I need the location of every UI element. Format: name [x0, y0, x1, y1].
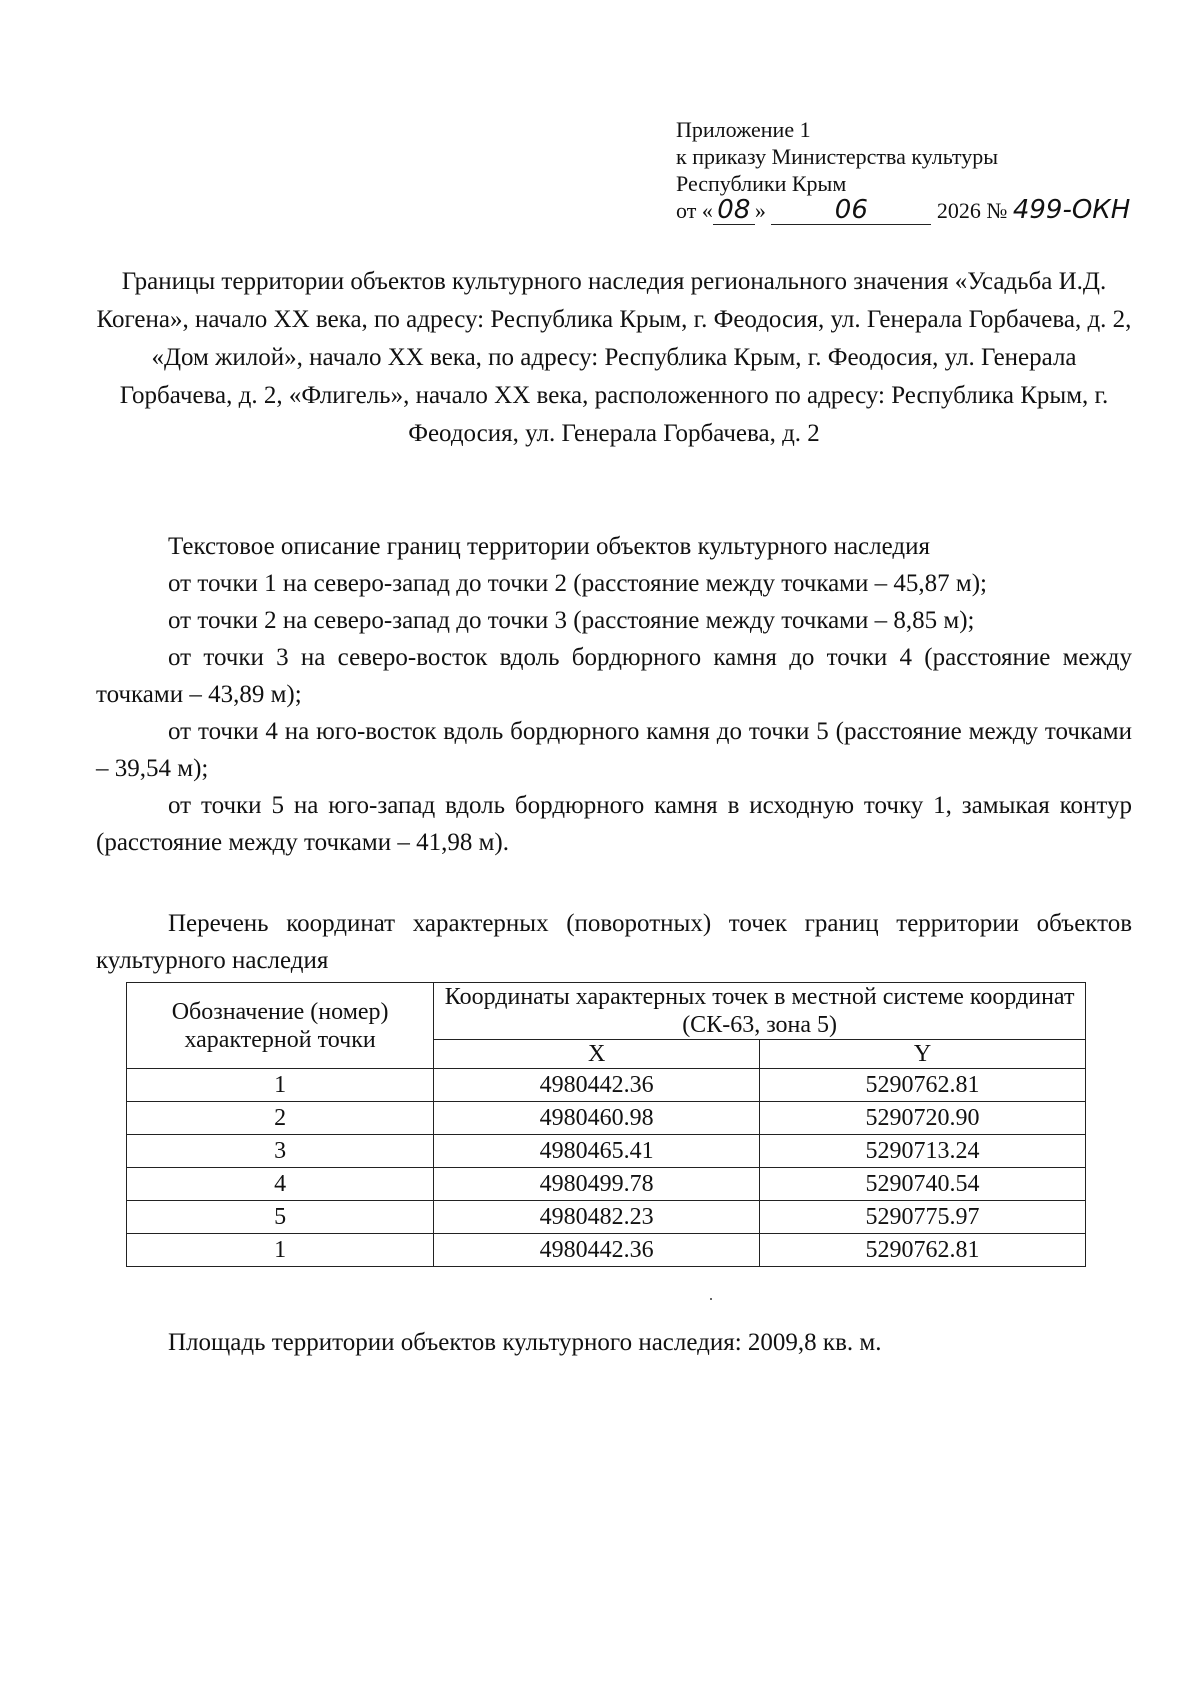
description-item: от точки 2 на северо-запад до точки 3 (расстояние между точками – 8,85 м); [168, 607, 975, 634]
description-heading: Текстовое описание границ территории объектов культурного наследия [168, 533, 930, 560]
date-month-field [771, 197, 931, 225]
handwritten-month: 06 [834, 195, 868, 225]
table-row [127, 1069, 1086, 1102]
cell-y: 5290762.81 [760, 1234, 1086, 1267]
cell-x: 4980442.36 [434, 1234, 760, 1267]
table-row [127, 1168, 1086, 1201]
appendix-date-line [676, 197, 1176, 225]
cell-y: 5290740.54 [760, 1168, 1086, 1201]
cell-point: 2 [127, 1102, 434, 1135]
header-x: X [434, 1040, 760, 1069]
cell-point: 3 [127, 1135, 434, 1168]
table-row [127, 1234, 1086, 1267]
appendix-order-line: к приказу Министерства культуры [676, 144, 999, 169]
header-y: Y [760, 1040, 1086, 1069]
header-coordinates: Координаты характерных точек в местной системе координат (СК-63, зона 5) [434, 983, 1086, 1040]
date-mid: » [754, 198, 766, 223]
scan-speck [710, 1298, 712, 1300]
appendix-region-line: Республики Крым [676, 171, 847, 196]
description-item: от точки 1 на северо-запад до точки 2 (расстояние между точками – 45,87 м); [168, 570, 987, 597]
cell-point: 5 [127, 1201, 434, 1234]
cell-y: 5290713.24 [760, 1135, 1086, 1168]
date-year: 2026 № [936, 198, 1008, 223]
description-item: от точки 5 на юго-запад вдоль бордюрного камня в исходную точку 1, замыкая контур (расстояние между точками – 41,98 м). [96, 792, 1132, 856]
handwritten-day: 08 [717, 195, 751, 225]
description-item: от точки 3 на северо-восток вдоль бордюрного камня до точки 4 (расстояние между точками – 43,89 м); [96, 644, 1132, 708]
coordinates-intro: Перечень координат характерных (поворотных) точек границ территории объектов культурного наследия [96, 910, 1132, 974]
cell-x: 4980499.78 [434, 1168, 760, 1201]
table-row [127, 1135, 1086, 1168]
cell-y: 5290720.90 [760, 1102, 1086, 1135]
header-point: Обозначение (номер) характерной точки [127, 983, 434, 1069]
coordinates-table [126, 982, 1086, 1267]
date-prefix: от « [676, 198, 713, 223]
description-item: от точки 4 на юго-восток вдоль бордюрного камня до точки 5 (расстояние между точками – 39,54 м); [96, 718, 1132, 782]
order-number-field [1013, 197, 1153, 224]
cell-x: 4980465.41 [434, 1135, 760, 1168]
cell-point: 1 [127, 1069, 434, 1102]
cell-x: 4980482.23 [434, 1201, 760, 1234]
boundary-description [96, 528, 1132, 861]
appendix-header [676, 116, 1176, 225]
cell-y: 5290762.81 [760, 1069, 1086, 1102]
table-row [127, 1201, 1086, 1234]
cell-point: 4 [127, 1168, 434, 1201]
table-header-row [127, 983, 1086, 1040]
appendix-title: Приложение 1 [676, 117, 811, 142]
territory-area: Площадь территории объектов культурного наследия: 2009,8 кв. м. [168, 1329, 882, 1356]
cell-x: 4980460.98 [434, 1102, 760, 1135]
document-title: Границы территории объектов культурного наследия регионального значения «Усадьба И.Д. Когена», начало XX века, по адресу: Республика Крым, г. Феодосия, ул. Генерала Горбачева, д. 2, «Дом жилой», начало XX века, по адресу: Республика Крым, г. Феодосия, ул. Генерала Горбачева, д. 2, «Флигель», начало XX века, расположенного по адресу: Республика Крым, г. Феодосия, ул. Генерала Горбачева, д. 2 [96, 268, 1132, 447]
cell-point: 1 [127, 1234, 434, 1267]
cell-y: 5290775.97 [760, 1201, 1086, 1234]
date-day-field [713, 197, 755, 225]
handwritten-order-number: 499-ОКН [1012, 195, 1131, 225]
table-row [127, 1102, 1086, 1135]
cell-x: 4980442.36 [434, 1069, 760, 1102]
